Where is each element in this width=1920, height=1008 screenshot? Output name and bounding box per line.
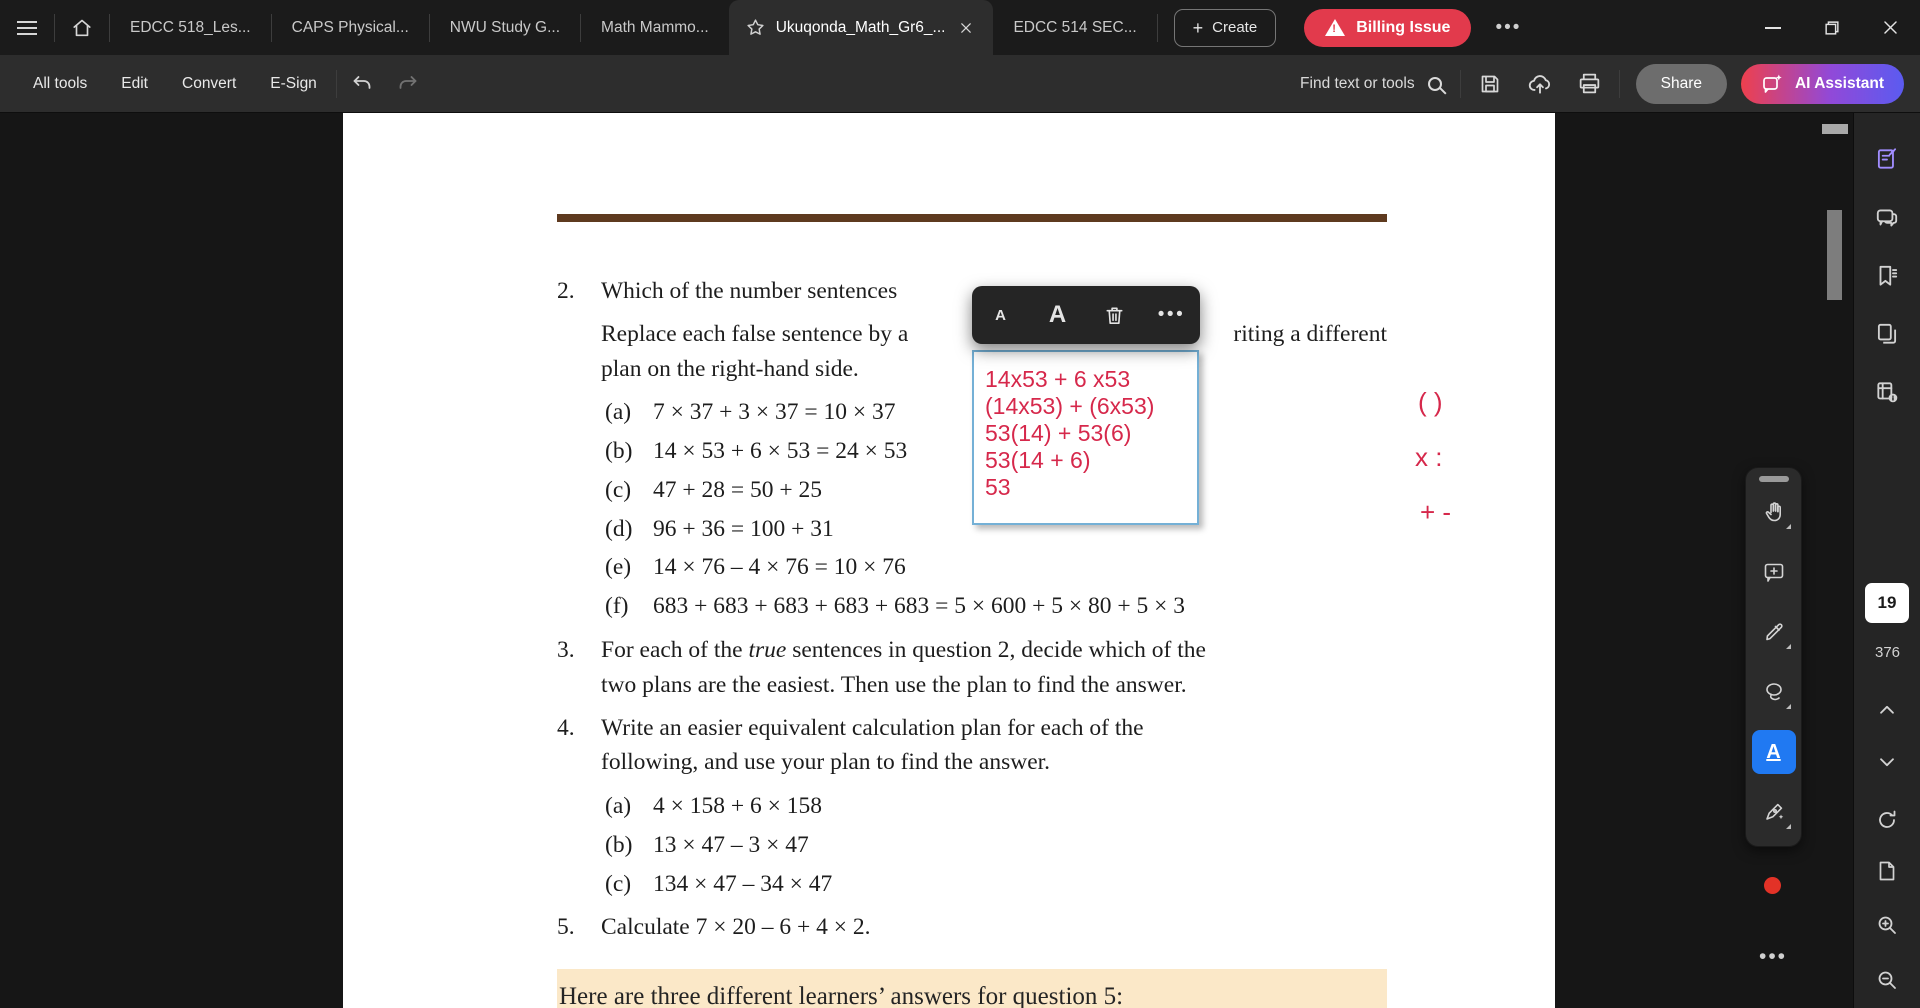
add-text-tool-button[interactable] <box>1752 730 1796 774</box>
divider <box>1460 70 1461 98</box>
zoom-in-icon <box>1875 913 1899 937</box>
palette-more-button[interactable]: ••• <box>1758 945 1788 968</box>
tab-ukuqonda-active[interactable] <box>729 0 994 55</box>
question-2-line2-left: Replace each false sentence by a <box>601 321 909 347</box>
pen-nib-icon <box>1762 800 1786 824</box>
fill-sign-tool-button[interactable] <box>1752 790 1796 834</box>
item-expression: 96 + 36 = 100 + 31 <box>653 516 834 542</box>
marker-icon <box>1762 620 1786 644</box>
next-page-button[interactable] <box>1865 740 1909 784</box>
save-icon <box>1478 72 1502 96</box>
zoom-out-icon <box>1875 968 1899 992</box>
record-red-dot-button[interactable] <box>1764 877 1781 894</box>
large-a-icon: A <box>1048 301 1067 328</box>
more-options-button[interactable] <box>1150 293 1194 337</box>
minimize-icon <box>1765 27 1781 29</box>
chevron-down-icon <box>1876 751 1898 773</box>
hand-icon <box>1762 500 1786 524</box>
margin-note-plus-minus[interactable]: + - <box>1420 497 1452 527</box>
divider <box>1157 14 1158 42</box>
tab-label: Ukuqonda_Math_Gr6_... <box>775 18 946 36</box>
close-icon <box>1882 19 1899 36</box>
redo-icon <box>396 72 420 96</box>
item-expression: 134 × 47 – 34 × 47 <box>653 871 833 897</box>
question-5-number: 5. <box>557 914 575 940</box>
question-4-line2: following, and use your plan to find the answer. <box>601 749 1051 775</box>
tab-math-mammoth[interactable] <box>581 0 729 55</box>
item-label: (e) <box>605 554 632 580</box>
all-tools-button[interactable]: All tools <box>18 66 102 102</box>
ellipsis-icon: ••• <box>1157 304 1186 325</box>
q2-item-b <box>605 438 907 465</box>
tab-nwu-study[interactable] <box>430 0 580 55</box>
doc-pin-icon <box>1874 146 1900 172</box>
pages-panel-button[interactable] <box>1865 312 1909 356</box>
question-4-line1: Write an easier equivalent calculation plan for each of the <box>601 715 1144 741</box>
tab-label: NWU Study G... <box>449 18 561 36</box>
refresh-icon <box>1875 808 1899 832</box>
question-3-number: 3. <box>557 637 575 663</box>
q4-item-a <box>605 793 822 820</box>
refresh-view-button[interactable] <box>1865 798 1909 842</box>
item-expression: 14 × 76 – 4 × 76 = 10 × 76 <box>653 554 906 580</box>
small-a-icon: A <box>995 306 1006 324</box>
callout-text: Here are three different learners’ answers for question 5: <box>559 983 1124 1008</box>
item-label: (c) <box>605 871 632 897</box>
q2-item-d <box>605 516 834 543</box>
add-comment-tool-button[interactable] <box>1752 550 1796 594</box>
total-pages-label: 376 <box>1874 644 1901 661</box>
tab-caps-physical[interactable] <box>272 0 429 55</box>
annotation-line: 14x53 + 6 x53 <box>985 366 1131 392</box>
question-5-text: Calculate 7 × 20 – 6 + 4 × 2. <box>601 914 871 940</box>
save-button[interactable] <box>1469 63 1511 105</box>
q2-item-a <box>605 399 896 426</box>
question-2-number: 2. <box>557 278 575 304</box>
find-text-field[interactable] <box>1290 75 1452 93</box>
item-label: (f) <box>605 593 629 619</box>
ai-assistant-button[interactable] <box>1741 64 1904 104</box>
bookmarks-panel-button[interactable] <box>1865 254 1909 298</box>
margin-note-multiply-divide[interactable]: x : <box>1415 442 1443 472</box>
zoom-in-button[interactable] <box>1865 903 1909 947</box>
question-2-line3: plan on the right-hand side. <box>601 356 859 382</box>
item-expression: 4 × 158 + 6 × 158 <box>653 793 823 819</box>
pdf-page <box>343 113 1555 1008</box>
close-icon <box>959 21 973 35</box>
bookmark-lines-icon <box>1874 263 1900 289</box>
ai-assistant-icon <box>1761 72 1785 96</box>
q2-item-c <box>605 477 822 504</box>
lasso-tool-button[interactable] <box>1752 670 1796 714</box>
chevron-up-icon <box>1876 699 1898 721</box>
tab-label: EDCC 518_Les... <box>130 18 251 36</box>
tab-edcc-514[interactable] <box>993 0 1156 55</box>
zoom-out-button[interactable] <box>1865 958 1909 1002</box>
annotation-line: 53 <box>985 474 1011 500</box>
divider <box>1619 70 1620 98</box>
window-controls <box>1743 0 1920 55</box>
redo-button[interactable] <box>387 63 429 105</box>
warning-icon <box>1325 19 1345 36</box>
esign-button[interactable]: E-Sign <box>255 66 332 102</box>
margin-note-parentheses[interactable]: ( ) <box>1418 387 1443 417</box>
tab-label: Math Mammo... <box>601 18 709 36</box>
hamburger-menu-button[interactable] <box>0 0 54 55</box>
two-pages-icon <box>1874 321 1900 347</box>
convert-info-panel-button[interactable] <box>1865 370 1909 414</box>
restore-icon <box>1823 19 1841 37</box>
question-2-line1: Which of the number sentences <box>601 278 898 304</box>
home-button[interactable] <box>55 0 109 55</box>
question-4-number: 4. <box>557 715 575 741</box>
right-rail <box>1853 113 1920 1008</box>
undo-button[interactable] <box>341 63 383 105</box>
printer-icon <box>1577 71 1602 96</box>
create-label: Create <box>1212 19 1258 36</box>
comment-plus-icon <box>1762 560 1786 584</box>
annotation-popup-toolbar <box>972 286 1200 344</box>
item-expression: 7 × 37 + 3 × 37 = 10 × 37 <box>653 399 896 425</box>
q4-item-b <box>605 832 809 859</box>
lasso-loop-icon <box>1762 680 1786 704</box>
annotation-line: (14x53) + (6x53) <box>985 393 1155 419</box>
item-label: (a) <box>605 793 632 819</box>
search-icon <box>1428 77 1442 91</box>
billing-issue-button[interactable] <box>1304 9 1471 47</box>
highlighter-tool-button[interactable] <box>1752 610 1796 654</box>
page-icon <box>1875 859 1899 883</box>
current-page-badge[interactable]: 19 <box>1865 583 1909 623</box>
previous-page-button[interactable] <box>1865 688 1909 732</box>
q2-item-e <box>605 554 906 581</box>
titlebar-overflow-button[interactable]: ••• <box>1495 16 1522 38</box>
increase-font-button[interactable] <box>1036 293 1080 337</box>
doc-info-icon <box>1874 379 1900 405</box>
item-expression: 14 × 53 + 6 × 53 = 24 × 53 <box>653 438 908 464</box>
scrollbar-top-handle[interactable] <box>1822 124 1848 134</box>
trash-icon <box>1103 304 1126 327</box>
find-label: Find text or tools <box>1300 74 1415 92</box>
tab-bar <box>0 0 1920 55</box>
q3-text: sentences in question 2, decide which of the <box>786 637 1206 663</box>
item-label: (a) <box>605 399 632 425</box>
hamburger-icon <box>17 21 37 35</box>
cloud-upload-icon <box>1527 71 1553 97</box>
maximize-button[interactable] <box>1802 0 1861 55</box>
item-label: (d) <box>605 516 633 542</box>
annotation-line: 53(14) + 53(6) <box>985 420 1132 446</box>
annotation-line: 53(14 + 6) <box>985 447 1091 473</box>
share-button[interactable]: Share <box>1636 64 1727 104</box>
undo-icon <box>350 72 374 96</box>
tab-label: CAPS Physical... <box>291 18 409 36</box>
toolbar-left <box>0 63 429 105</box>
text-annotation-box[interactable] <box>972 350 1199 525</box>
close-window-button[interactable] <box>1861 0 1920 55</box>
decrease-font-button[interactable] <box>979 293 1023 337</box>
delete-annotation-button[interactable] <box>1093 293 1137 337</box>
edit-button[interactable]: Edit <box>106 66 163 102</box>
item-expression: 683 + 683 + 683 + 683 + 683 = 5 × 600 + 5 × 80 + 5 × 3 <box>653 593 1186 619</box>
document-viewer <box>0 113 1920 1008</box>
convert-button[interactable]: Convert <box>167 66 251 102</box>
question-2-line2-right: riting a different <box>1233 321 1387 347</box>
actual-size-button[interactable] <box>1865 849 1909 893</box>
speech-bubbles-icon <box>1874 205 1900 231</box>
comments-panel-button[interactable] <box>1865 196 1909 240</box>
question-3-line1 <box>601 637 1206 664</box>
question-3-line2: two plans are the easiest. Then use the plan to find the answer. <box>601 672 1187 698</box>
tab-close-button[interactable] <box>955 17 977 39</box>
add-text-icon: A <box>1766 740 1781 763</box>
palette-drag-handle[interactable] <box>1759 476 1789 482</box>
upload-cloud-button[interactable] <box>1519 63 1561 105</box>
q2-item-f <box>605 593 1185 620</box>
main-toolbar <box>0 55 1920 113</box>
home-icon <box>71 17 93 39</box>
q4-item-c <box>605 871 832 898</box>
star-icon[interactable] <box>745 17 766 38</box>
quick-tools-palette <box>1745 467 1802 847</box>
minimize-button[interactable] <box>1743 0 1802 55</box>
hand-tool-button[interactable] <box>1752 490 1796 534</box>
print-button[interactable] <box>1569 63 1611 105</box>
section-rule <box>557 214 1387 222</box>
item-label: (b) <box>605 832 633 858</box>
plus-icon: + <box>1192 17 1204 38</box>
ai-summary-panel-button[interactable] <box>1865 137 1909 181</box>
item-label: (b) <box>605 438 633 464</box>
q3-text: For each of the <box>601 637 749 663</box>
ai-assistant-label: AI Assistant <box>1794 74 1884 92</box>
item-label: (c) <box>605 477 632 503</box>
billing-label: Billing Issue <box>1356 18 1451 36</box>
item-expression: 13 × 47 – 3 × 47 <box>653 832 809 858</box>
tab-label: EDCC 514 SEC... <box>1013 18 1137 36</box>
item-expression: 47 + 28 = 50 + 25 <box>653 477 823 503</box>
scrollbar-thumb[interactable] <box>1827 210 1842 300</box>
tab-edcc-518[interactable] <box>110 0 271 55</box>
toolbar-right <box>1290 63 1920 105</box>
create-button[interactable] <box>1174 9 1277 47</box>
q3-italic-true: true <box>748 637 787 663</box>
divider <box>336 70 337 98</box>
